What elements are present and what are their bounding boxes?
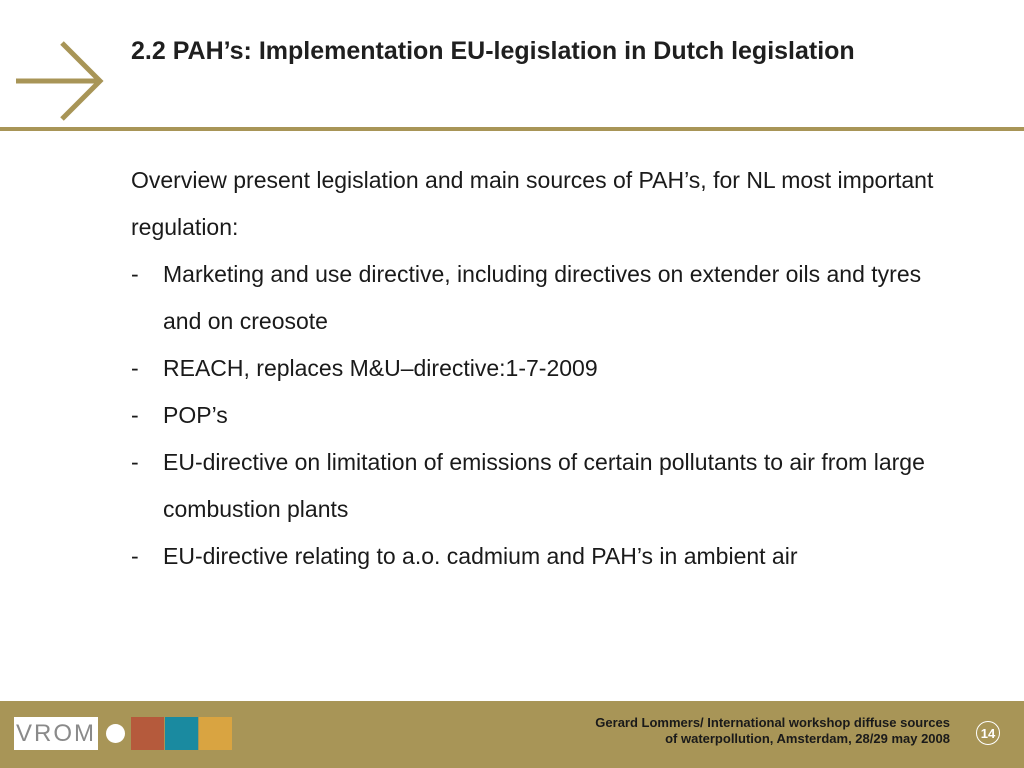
title-divider	[0, 127, 1024, 131]
footer-caption-line2: of waterpollution, Amsterdam, 28/29 may 2008	[665, 731, 950, 746]
footer-caption-line1: Gerard Lommers/ International workshop diffuse sources	[595, 715, 950, 730]
color-square-ochre	[199, 717, 232, 750]
color-square-terracotta	[131, 717, 164, 750]
bullet-list	[131, 251, 951, 580]
bullet-marker: -	[131, 543, 139, 569]
bullet-text: POP’s	[163, 402, 228, 428]
page-number: 14	[976, 721, 1000, 745]
footer-bar	[0, 701, 1024, 768]
bullet-text: REACH, replaces M&U–directive:1-7-2009	[163, 355, 598, 381]
bullet-text: Marketing and use directive, including directives on extender oils and tyres and on creosote	[163, 261, 922, 334]
bullet-item	[131, 533, 951, 580]
bullet-marker: -	[131, 449, 139, 475]
bullet-item	[131, 392, 951, 439]
footer-caption	[595, 715, 950, 747]
slide-content	[131, 157, 951, 580]
bullet-item	[131, 251, 951, 345]
bullet-marker: -	[131, 261, 139, 287]
bullet-text: EU-directive on limitation of emissions of certain pollutants to air from large combustion plants	[163, 449, 925, 522]
bullet-item	[131, 439, 951, 533]
vrom-logo: VROM	[14, 717, 98, 750]
arrow-right-icon	[14, 40, 106, 122]
intro-text: Overview present legislation and main sources of PAH’s, for NL most important regulation:	[131, 167, 934, 240]
bullet-marker: -	[131, 402, 139, 428]
bullet-text: EU-directive relating to a.o. cadmium and PAH’s in ambient air	[163, 543, 798, 569]
color-square-teal	[165, 717, 198, 750]
slide-title: 2.2 PAH’s: Implementation EU-legislation in Dutch legislation	[131, 37, 855, 65]
circle-icon	[106, 724, 125, 743]
bullet-item	[131, 345, 951, 392]
bullet-marker: -	[131, 355, 139, 381]
